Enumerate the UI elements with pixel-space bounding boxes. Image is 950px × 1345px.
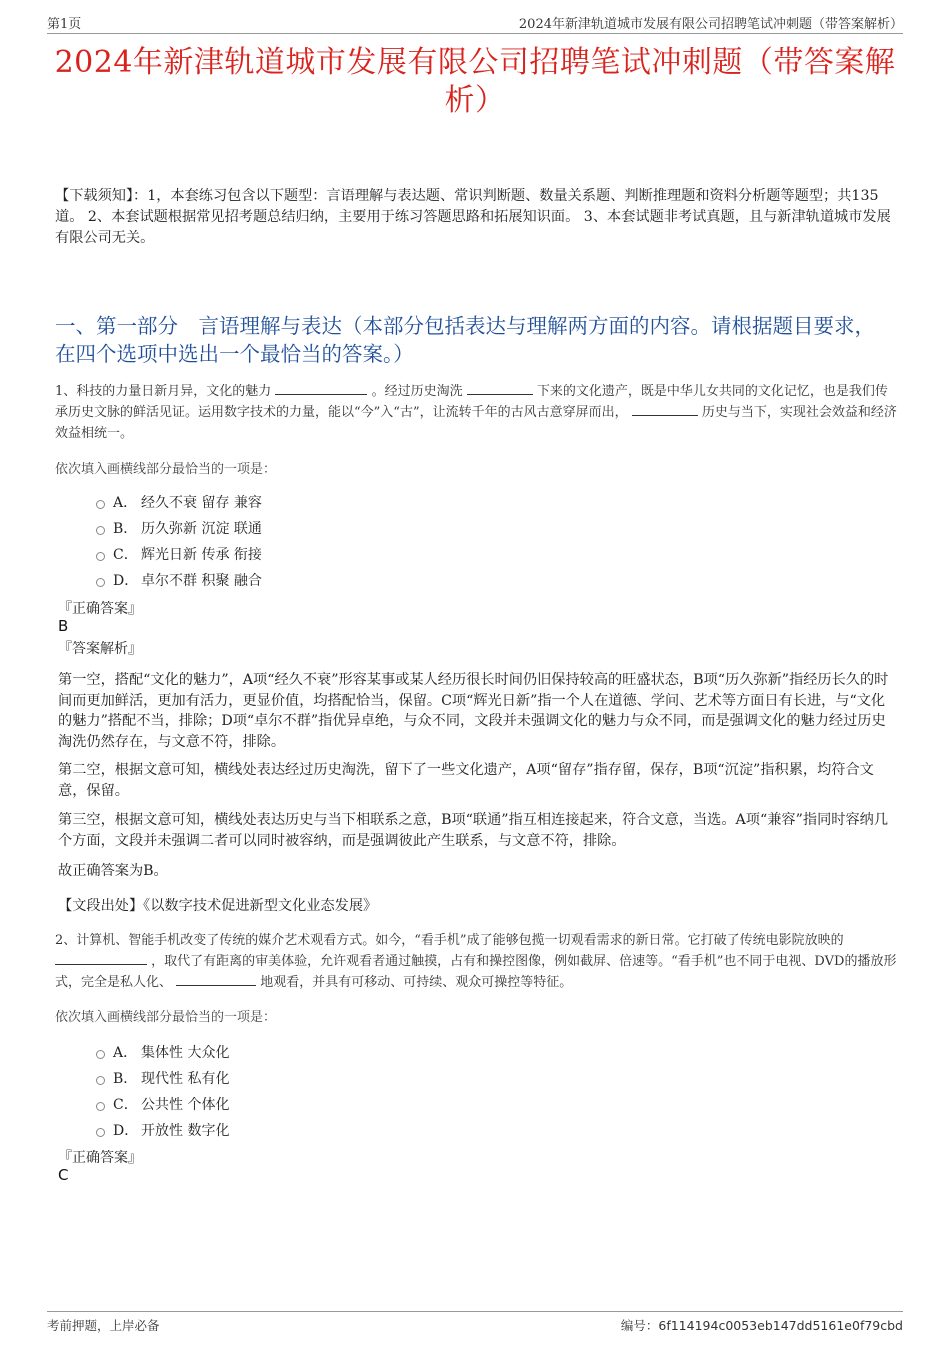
analysis-paragraph-1: 第一空，搭配“文化的魅力”，A项“经久不衰”形容某事或某人经历很长时间仍旧保持较高的旺盛状态，B项“历久弥新”指经历长久的时间而更加鲜活，更加有活力，更显价值，均搭配恰当，保留。C项“辉光日新”指一个人在道德、学问、艺术等方面日有长进，与“文化的魅力”搭配不当，排除；D项“卓尔不群”指优异卓绝，与众不同，文段并未强调文化的魅力与众不同，而是强调文化的魅力经过历史淘洗仍然存在，与文意不符，排除。	[58, 672, 889, 750]
question-2-blank-2	[176, 973, 256, 986]
question-1-answer: B	[58, 617, 69, 635]
analysis-conclusion: 故正确答案为B。	[58, 863, 168, 879]
option-letter: A．	[113, 495, 138, 511]
running-header-title: 2024年新津轨道城市发展有限公司招聘笔试冲刺题（带答案解析）	[518, 17, 903, 32]
question-2-blank-1	[55, 952, 147, 965]
question-1-text	[55, 381, 900, 444]
question-1-part-c: 下来的文化遗产，既是中华儿女共同的文化记忆，也是我们传承历史文脉的鲜活见证。运用数字技术的力量，能以“今”入“古”，让流转千年的古风古意穿屏而出，	[55, 384, 888, 420]
section-heading: 一、第一部分 言语理解与表达（本部分包括表达与理解两方面的内容。请根据题目要求，在四个选项中选出一个最恰当的答案。）	[55, 314, 875, 366]
question-2-option-c[interactable]	[96, 1094, 229, 1114]
option-letter: B．	[113, 521, 138, 537]
radio-icon[interactable]	[96, 1076, 105, 1085]
option-letter: B．	[113, 1071, 138, 1087]
question-2-answer: C	[58, 1166, 69, 1184]
question-1-source: 【文段出处】《以数字技术促进新型文化业态发展》	[58, 898, 378, 914]
option-text: 集体性 大众化	[141, 1045, 230, 1061]
question-2-part-a: 2、计算机、智能手机改变了传统的媒介艺术观看方式。如今，“看手机”成了能够包揽一切观看需求的新日常。它打破了传统电影院放映的	[55, 933, 844, 948]
question-1-blank-1	[275, 382, 367, 395]
question-2-option-d[interactable]	[96, 1120, 229, 1140]
question-2-answer-label: 『正确答案』	[58, 1150, 142, 1166]
option-text: 辉光日新 传承 衔接	[141, 547, 262, 563]
document-title: 2024年新津轨道城市发展有限公司招聘笔试冲刺题（带答案解析）	[54, 45, 896, 118]
question-2-instruction: 依次填入画横线部分最恰当的一项是：	[55, 1010, 277, 1025]
radio-icon[interactable]	[96, 1128, 105, 1137]
option-letter: D．	[113, 1123, 139, 1139]
analysis-paragraph-2: 第二空，根据文意可知，横线处表达经过历史淘洗，留下了一些文化遗产，A项“留存”指存留，保存，B项“沉淀”指积累，均符合文意，保留。	[58, 762, 874, 799]
document-code	[621, 1316, 903, 1334]
radio-icon[interactable]	[96, 526, 105, 535]
header-divider	[47, 33, 903, 34]
option-text: 经久不衰 留存 兼容	[141, 495, 262, 511]
question-1-part-a: 1、科技的力量日新月异，文化的魅力	[55, 384, 272, 399]
question-1-blank-2	[467, 382, 533, 395]
question-1-instruction: 依次填入画横线部分最恰当的一项是：	[55, 462, 277, 477]
radio-icon[interactable]	[96, 578, 105, 587]
option-letter: A．	[113, 1045, 138, 1061]
option-text: 开放性 数字化	[141, 1123, 230, 1139]
radio-icon[interactable]	[96, 500, 105, 509]
analysis-paragraph-3: 第三空，根据文意可知，横线处表达历史与当下相联系之意，B项“联通”指互相连接起来，符合文意，当选。A项“兼容”指同时容纳几个方面，文段并未强调二者可以同时被容纳，而是强调彼此产生联系，与文意不符，排除。	[58, 812, 889, 849]
question-1-answer-label: 『正确答案』	[58, 601, 142, 617]
option-letter: D．	[113, 573, 139, 589]
question-2-part-c: 地观看，并具有可移动、可持续、观众可操控等特征。	[260, 975, 573, 990]
footer-divider	[47, 1311, 903, 1312]
question-1-option-b[interactable]	[96, 518, 262, 538]
option-letter: C．	[113, 547, 138, 563]
footer-slogan: 考前押题，上岸必备	[47, 1318, 160, 1333]
option-letter: C．	[113, 1097, 138, 1113]
question-2-option-b[interactable]	[96, 1068, 229, 1088]
radio-icon[interactable]	[96, 1050, 105, 1059]
download-notice: 【下载须知】：1，本套练习包含以下题型：言语理解与表达题、常识判断题、数量关系题、判断推理题和资料分析题等题型；共135道。 2、本套试题根据常见招考题总结归纳，主要用于练习答题思路和拓展知识面。 3、本套试题非考试真题，且与新津轨道城市发展有限公司无关。	[55, 188, 891, 246]
document-code-value: 6f114194c0053eb147dd5161e0f79cbd	[658, 1318, 903, 1333]
option-text: 历久弥新 沉淀 联通	[141, 521, 262, 537]
question-1-part-b: 。经过历史淘洗	[371, 384, 463, 399]
question-1-option-a[interactable]	[96, 492, 262, 512]
question-1-part-d: 历史与当下，实现社会效益和经济效益相统一。	[55, 405, 897, 441]
option-text: 卓尔不群 积聚 融合	[141, 573, 262, 589]
question-2-option-a[interactable]	[96, 1042, 229, 1062]
option-text: 公共性 个体化	[141, 1097, 230, 1113]
question-2-text	[55, 930, 900, 993]
question-1-option-d[interactable]	[96, 570, 262, 590]
question-1-blank-3	[632, 403, 698, 416]
question-1-option-c[interactable]	[96, 544, 262, 564]
page-number: 第1页	[47, 17, 82, 32]
question-1-analysis-label: 『答案解析』	[58, 641, 142, 657]
question-2-part-b: ，取代了有距离的审美体验，允许观看者通过触摸，占有和操控图像，例如截屏、倍速等。“看手机”也不同于电视、DVD的播放形式，完全是私人化、	[55, 954, 897, 990]
radio-icon[interactable]	[96, 1102, 105, 1111]
document-code-label: 编号：	[620, 1318, 659, 1333]
option-text: 现代性 私有化	[141, 1071, 230, 1087]
radio-icon[interactable]	[96, 552, 105, 561]
